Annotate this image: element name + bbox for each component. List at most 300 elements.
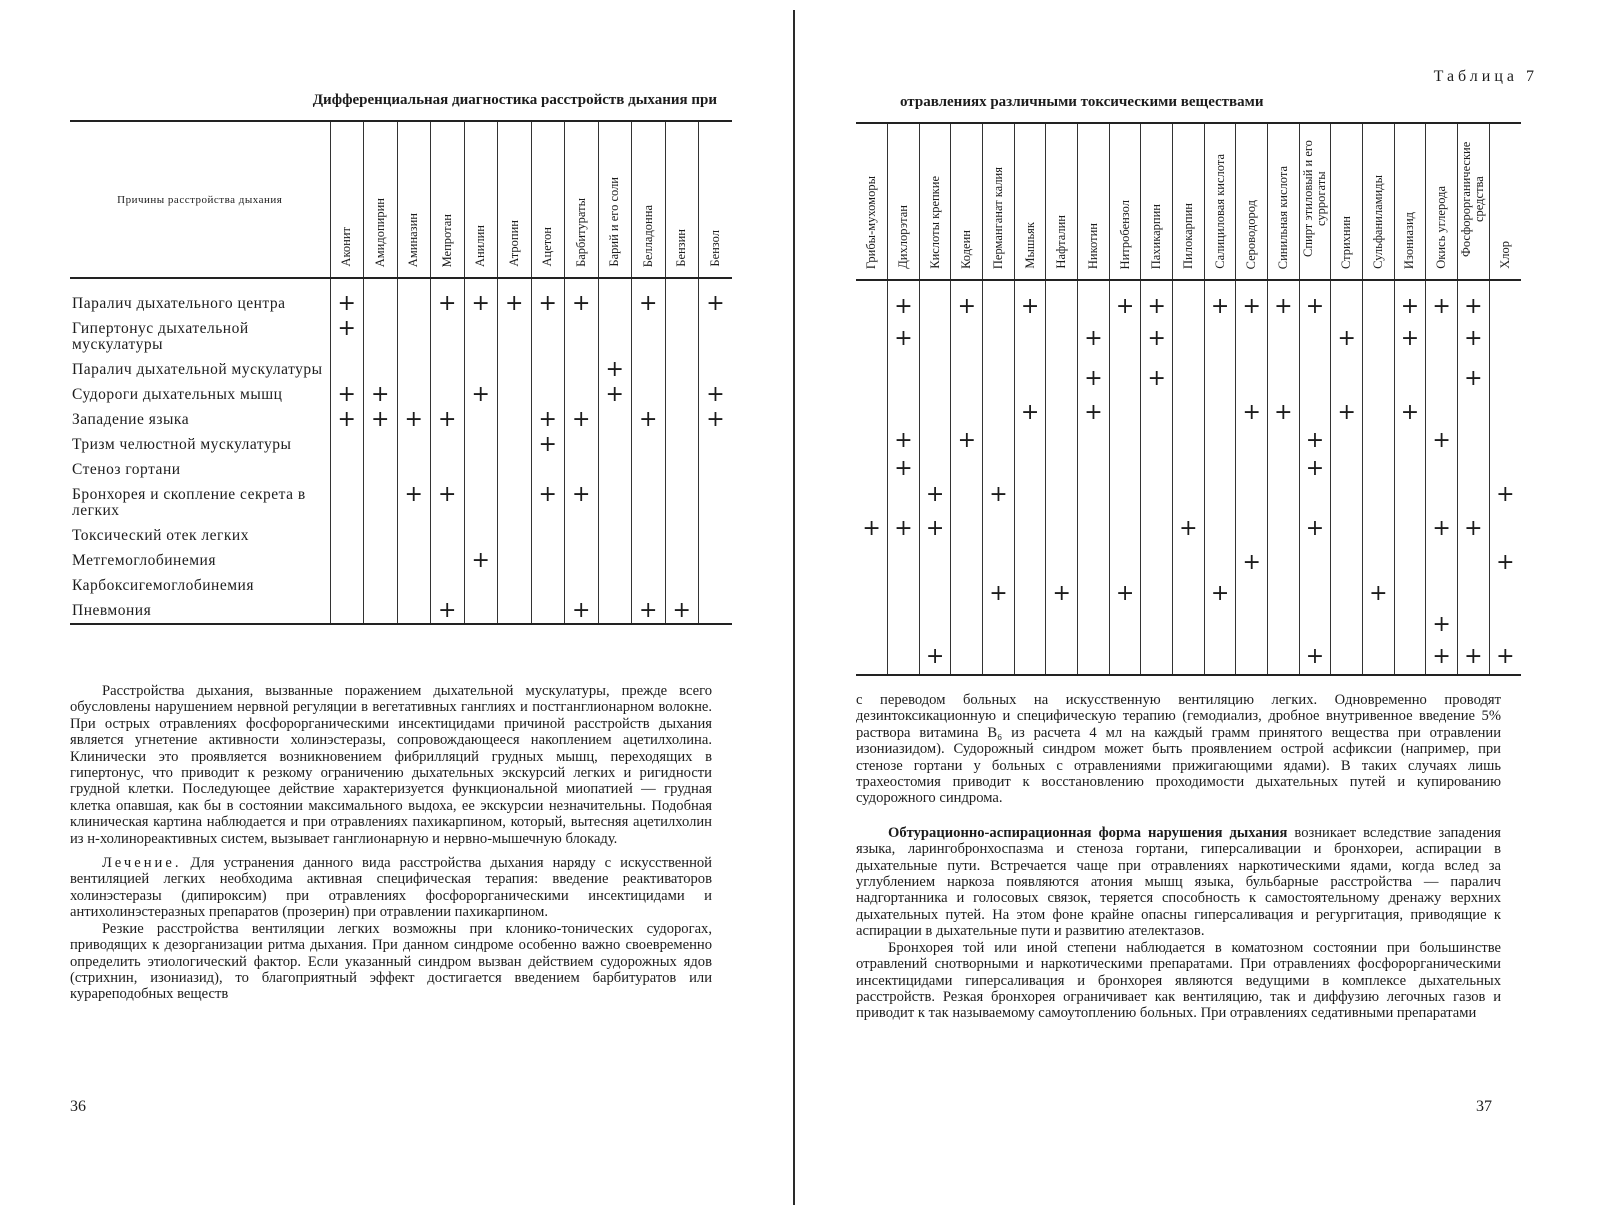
empty-cell <box>565 357 599 382</box>
empty-cell <box>699 523 733 548</box>
plus-mark: + <box>919 481 951 507</box>
empty-cell <box>856 549 888 575</box>
empty-cell <box>919 319 951 357</box>
empty-cell <box>919 357 951 399</box>
empty-cell <box>1268 611 1300 637</box>
empty-cell <box>1331 455 1363 481</box>
empty-cell <box>1078 637 1110 675</box>
empty-cell <box>565 573 599 598</box>
table-row <box>856 611 1521 637</box>
empty-cell <box>498 432 532 457</box>
empty-cell <box>856 399 888 425</box>
plus-mark: + <box>1299 637 1331 675</box>
empty-cell <box>1236 425 1268 455</box>
empty-cell <box>951 575 983 611</box>
empty-cell <box>1363 611 1395 637</box>
empty-cell <box>431 457 465 482</box>
empty-cell <box>397 357 431 382</box>
empty-cell <box>330 598 364 624</box>
empty-cell <box>665 573 699 598</box>
empty-cell <box>1014 455 1046 481</box>
substance-column-header <box>1109 123 1141 280</box>
empty-cell <box>1236 507 1268 549</box>
table-row <box>70 432 732 457</box>
plus-mark: + <box>1236 399 1268 425</box>
empty-cell <box>856 637 888 675</box>
empty-cell <box>1078 575 1110 611</box>
cause-label: Пневмония <box>70 598 330 624</box>
plus-mark: + <box>632 291 666 316</box>
empty-cell <box>632 482 666 523</box>
substance-column-header <box>1394 123 1426 280</box>
empty-cell <box>1363 319 1395 357</box>
empty-cell <box>699 482 733 523</box>
empty-cell <box>856 455 888 481</box>
table-row <box>70 523 732 548</box>
table-row <box>70 457 732 482</box>
substance-column-header <box>498 121 532 278</box>
empty-cell <box>1457 549 1489 575</box>
page-number-left: 36 <box>70 1098 86 1115</box>
empty-cell <box>1046 357 1078 399</box>
left-page <box>0 0 790 1220</box>
plus-mark: + <box>1236 293 1268 319</box>
table-row <box>856 425 1521 455</box>
plus-mark: + <box>888 507 920 549</box>
empty-cell <box>498 548 532 573</box>
substance-column-header <box>1331 123 1363 280</box>
empty-cell <box>951 319 983 357</box>
empty-cell <box>983 425 1015 455</box>
substance-name: Фосфорорганические средства <box>1459 141 1487 257</box>
empty-cell <box>1109 455 1141 481</box>
empty-cell <box>1236 357 1268 399</box>
empty-cell <box>1457 399 1489 425</box>
plus-mark: + <box>1078 319 1110 357</box>
empty-cell <box>1489 507 1521 549</box>
substance-name: Анилин <box>473 224 488 267</box>
diagnosis-table-left <box>70 120 732 625</box>
plus-mark: + <box>531 432 565 457</box>
empty-cell <box>1363 399 1395 425</box>
empty-cell <box>1299 575 1331 611</box>
empty-cell <box>1204 611 1236 637</box>
empty-cell <box>856 481 888 507</box>
plus-mark: + <box>1109 293 1141 319</box>
empty-cell <box>1204 549 1236 575</box>
empty-cell <box>598 457 632 482</box>
empty-cell <box>397 598 431 624</box>
plus-mark: + <box>699 407 733 432</box>
empty-cell <box>1331 611 1363 637</box>
empty-cell <box>632 432 666 457</box>
empty-cell <box>1173 319 1205 357</box>
right-body-text <box>856 692 1501 1022</box>
empty-cell <box>1363 637 1395 675</box>
plus-mark: + <box>464 382 498 407</box>
empty-cell <box>498 598 532 624</box>
cause-label: Тризм челюстной мускулатуры <box>72 436 292 453</box>
substance-name: Мышьяк <box>1022 222 1037 269</box>
plus-mark: + <box>951 425 983 455</box>
empty-cell <box>1141 399 1173 425</box>
cause-label: Паралич дыхательной мускулатуры <box>72 361 323 378</box>
empty-cell <box>665 548 699 573</box>
substance-column-header <box>1489 123 1521 280</box>
substance-name: Кодеин <box>959 230 974 269</box>
empty-cell <box>498 357 532 382</box>
plus-mark: + <box>531 482 565 523</box>
empty-cell <box>1204 357 1236 399</box>
cause-label: Гипертонус дыхательной мускулатуры <box>72 320 249 353</box>
plus-mark: + <box>1268 399 1300 425</box>
plus-mark: + <box>1489 481 1521 507</box>
plus-mark: + <box>431 291 465 316</box>
plus-mark: + <box>888 319 920 357</box>
empty-cell <box>1078 425 1110 455</box>
plus-mark: + <box>665 598 699 624</box>
plus-mark: + <box>531 291 565 316</box>
empty-cell <box>431 382 465 407</box>
plus-mark: + <box>330 382 364 407</box>
empty-cell <box>565 457 599 482</box>
empty-cell <box>1457 575 1489 611</box>
empty-cell <box>1173 399 1205 425</box>
empty-cell <box>1236 637 1268 675</box>
empty-cell <box>1268 425 1300 455</box>
empty-cell <box>598 548 632 573</box>
empty-cell <box>1173 637 1205 675</box>
empty-cell <box>665 407 699 432</box>
empty-cell <box>1489 319 1521 357</box>
plus-mark: + <box>983 575 1015 611</box>
table-title-right: отравлениях различными токсическими веществами <box>900 94 1264 110</box>
empty-cell <box>1268 319 1300 357</box>
paragraph: Бронхорея той или иной степени наблюдается в коматозном состоянии при большинстве отравлений снотворными и наркотическими препаратами. При отравлениях фосфорорганическими инсектицидами гиперсаливация и бронхорея являются ведущими в комплексе дыхательных расстройств. Резкая бронхорея ограничивает как вентиляцию, так и диффузию легочных газов и приводит к так называемому самоутоплению больных. При отравлениях седативными препаратами <box>856 939 1501 1022</box>
table-row <box>856 637 1521 675</box>
empty-cell <box>364 357 398 382</box>
plus-mark: + <box>1204 575 1236 611</box>
empty-cell <box>919 293 951 319</box>
plus-mark: + <box>464 548 498 573</box>
empty-cell <box>1299 611 1331 637</box>
empty-cell <box>1426 455 1458 481</box>
empty-cell <box>856 575 888 611</box>
substance-name: Барий и его соли <box>607 177 622 267</box>
plus-mark: + <box>397 482 431 523</box>
empty-cell <box>1014 425 1046 455</box>
empty-cell <box>983 507 1015 549</box>
empty-cell <box>330 523 364 548</box>
empty-cell <box>1268 455 1300 481</box>
plus-mark: + <box>330 316 364 357</box>
empty-cell <box>1331 481 1363 507</box>
empty-cell <box>1489 611 1521 637</box>
right-page <box>800 0 1600 1220</box>
plus-mark: + <box>888 293 920 319</box>
empty-cell <box>665 432 699 457</box>
empty-cell <box>1426 575 1458 611</box>
page-number-right: 37 <box>1476 1098 1492 1115</box>
substance-name: Перманганат калия <box>990 166 1005 269</box>
empty-cell <box>951 549 983 575</box>
empty-cell <box>1268 357 1300 399</box>
substance-name: Нафталин <box>1054 215 1069 269</box>
empty-cell <box>1204 507 1236 549</box>
empty-cell <box>364 432 398 457</box>
empty-cell <box>498 382 532 407</box>
empty-cell <box>1426 399 1458 425</box>
empty-cell <box>1331 637 1363 675</box>
plus-mark: + <box>498 291 532 316</box>
cause-label: Паралич дыхательного центра <box>72 295 286 312</box>
empty-cell <box>565 432 599 457</box>
empty-cell <box>1078 507 1110 549</box>
plus-mark: + <box>565 482 599 523</box>
plus-mark: + <box>431 482 465 523</box>
empty-cell <box>1014 611 1046 637</box>
empty-cell <box>498 482 532 523</box>
plus-mark: + <box>1426 507 1458 549</box>
empty-cell <box>598 598 632 624</box>
empty-cell <box>632 357 666 382</box>
empty-cell <box>1394 575 1426 611</box>
substance-name: Дихлорэтан <box>895 205 910 269</box>
empty-cell <box>1331 357 1363 399</box>
empty-cell <box>498 407 532 432</box>
cause-label: Бронхорея и скопление секрета в легких <box>72 486 306 519</box>
empty-cell <box>665 482 699 523</box>
substance-name: Хлор <box>1497 241 1512 269</box>
plus-mark: + <box>632 598 666 624</box>
empty-cell <box>699 316 733 357</box>
empty-cell <box>1141 481 1173 507</box>
empty-cell <box>1394 455 1426 481</box>
empty-cell <box>1046 507 1078 549</box>
plus-mark: + <box>565 291 599 316</box>
plus-mark: + <box>1457 293 1489 319</box>
empty-cell <box>1109 549 1141 575</box>
empty-cell <box>531 548 565 573</box>
plus-mark: + <box>1299 507 1331 549</box>
empty-cell <box>1489 357 1521 399</box>
paragraph: Лечение. Для устранения данного вида расстройства дыхания наряду с искусственной вентиляцией легких необходима активная специфическая терапия: введение реактиваторов холинэстеразы (дипироксим) при отравлениях фосфорорганическими инсектицидами и антихолинэстеразных препаратов (прозерин) при отравлении пахикарпином. <box>70 855 712 921</box>
plus-mark: + <box>464 291 498 316</box>
empty-cell <box>330 457 364 482</box>
substance-name: Бензин <box>674 229 689 267</box>
empty-cell <box>364 291 398 316</box>
table-row <box>856 455 1521 481</box>
empty-cell <box>1204 481 1236 507</box>
empty-cell <box>1046 549 1078 575</box>
empty-cell <box>1489 455 1521 481</box>
plus-mark: + <box>1426 425 1458 455</box>
empty-cell <box>598 407 632 432</box>
empty-cell <box>1204 637 1236 675</box>
empty-cell <box>1457 455 1489 481</box>
empty-cell <box>1173 611 1205 637</box>
empty-cell <box>1299 319 1331 357</box>
empty-cell <box>464 407 498 432</box>
empty-cell <box>598 291 632 316</box>
empty-cell <box>464 523 498 548</box>
paragraph: Обтурационно-аспирационная форма нарушения дыхания возникает вследствие западения языка, ларингобронхоспазма и стеноза гортани, гиперсаливации и бронхореи, аспирации в дыхательные пути. Встречается чаще при отравлениях наркотическими ядами, когда вслед за углублением наркоза появляются атония мышц языка, бульбарные расстройства — паралич надгортанника и голосовых связок, теряется способность к самостоятельному дренажу верхних дыхательных путей. На этом фоне крайне опасны гиперсаливация и регургитация, приводящие к аспирации в дыхательные пути и развитию ателектазов. <box>856 824 1501 940</box>
plus-mark: + <box>1489 549 1521 575</box>
substance-column-header <box>951 123 983 280</box>
empty-cell <box>1014 319 1046 357</box>
empty-cell <box>699 432 733 457</box>
empty-cell <box>1141 507 1173 549</box>
empty-cell <box>1299 549 1331 575</box>
substance-column-header <box>1014 123 1046 280</box>
cause-label: Карбоксигемоглобинемия <box>72 577 254 594</box>
empty-cell <box>1268 481 1300 507</box>
empty-cell <box>1394 611 1426 637</box>
plus-mark: + <box>951 293 983 319</box>
empty-cell <box>364 457 398 482</box>
empty-cell <box>531 457 565 482</box>
empty-cell <box>330 573 364 598</box>
plus-mark: + <box>1394 293 1426 319</box>
cause-label: Стеноз гортани <box>72 461 181 478</box>
substance-name: Белладонна <box>640 204 655 267</box>
empty-cell <box>1363 549 1395 575</box>
empty-cell <box>1204 399 1236 425</box>
plus-mark: + <box>1204 293 1236 319</box>
plus-mark: + <box>1457 507 1489 549</box>
empty-cell <box>1457 481 1489 507</box>
substance-column-header <box>1204 123 1236 280</box>
table-row <box>70 482 732 523</box>
empty-cell <box>431 357 465 382</box>
empty-cell <box>1014 507 1046 549</box>
empty-cell <box>1236 455 1268 481</box>
table-row <box>856 357 1521 399</box>
empty-cell <box>531 316 565 357</box>
empty-cell <box>1109 425 1141 455</box>
empty-cell <box>364 316 398 357</box>
empty-cell <box>919 425 951 455</box>
empty-cell <box>330 432 364 457</box>
substance-column-header <box>1046 123 1078 280</box>
cause-column-header: Причины расстройства дыхания <box>70 121 330 278</box>
empty-cell <box>951 455 983 481</box>
empty-cell <box>1394 637 1426 675</box>
empty-cell <box>1331 425 1363 455</box>
empty-cell <box>431 573 465 598</box>
empty-cell <box>364 573 398 598</box>
empty-cell <box>565 523 599 548</box>
empty-cell <box>598 482 632 523</box>
empty-cell <box>888 357 920 399</box>
empty-cell <box>1078 455 1110 481</box>
substance-column-header <box>364 121 398 278</box>
plus-mark: + <box>699 291 733 316</box>
substance-column-header <box>565 121 599 278</box>
empty-cell <box>1046 319 1078 357</box>
empty-cell <box>531 382 565 407</box>
substance-column-header <box>1078 123 1110 280</box>
empty-cell <box>1331 293 1363 319</box>
plus-mark: + <box>1331 399 1363 425</box>
empty-cell <box>1394 549 1426 575</box>
plus-mark: + <box>364 382 398 407</box>
table-row <box>70 548 732 573</box>
substance-column-header <box>431 121 465 278</box>
empty-cell <box>951 481 983 507</box>
substance-column-header <box>1236 123 1268 280</box>
plus-mark: + <box>888 455 920 481</box>
substance-name: Амидопирин <box>372 197 387 267</box>
plus-mark: + <box>1141 357 1173 399</box>
substance-column-header <box>330 121 364 278</box>
empty-cell <box>919 575 951 611</box>
empty-cell <box>498 457 532 482</box>
paragraph: Резкие расстройства вентиляции легких возможны при клонико-тонических судорогах, приводящих к дезорганизации ритма дыхания. При данном синдроме особенно важно своевременно определить этиологический фактор. Если указанный синдром вызван действием судорожных ядов (стрихнин, изониазид), то благоприятный эффект достигается введением барбитуратов или курареподобных веществ <box>70 920 712 1003</box>
empty-cell <box>330 548 364 573</box>
table-row <box>856 507 1521 549</box>
plus-mark: + <box>1457 357 1489 399</box>
plus-mark: + <box>431 598 465 624</box>
substance-column-header <box>598 121 632 278</box>
empty-cell <box>397 382 431 407</box>
empty-cell <box>1046 637 1078 675</box>
plus-mark: + <box>1394 399 1426 425</box>
empty-cell <box>397 548 431 573</box>
empty-cell <box>665 457 699 482</box>
empty-cell <box>888 549 920 575</box>
table-title-left: Дифференциальная диагностика расстройств дыхания при <box>312 92 717 108</box>
plus-mark: + <box>1014 399 1046 425</box>
empty-cell <box>1046 455 1078 481</box>
empty-cell <box>665 316 699 357</box>
empty-cell <box>431 316 465 357</box>
plus-mark: + <box>1014 293 1046 319</box>
empty-cell <box>598 573 632 598</box>
empty-cell <box>1014 357 1046 399</box>
empty-cell <box>983 319 1015 357</box>
plus-mark: + <box>699 382 733 407</box>
empty-cell <box>888 399 920 425</box>
empty-cell <box>1141 425 1173 455</box>
empty-cell <box>919 611 951 637</box>
empty-cell <box>464 457 498 482</box>
plus-mark: + <box>1426 611 1458 637</box>
empty-cell <box>1173 549 1205 575</box>
substance-column-header <box>1426 123 1458 280</box>
substance-name: Стрихнин <box>1339 215 1354 269</box>
empty-cell <box>856 611 888 637</box>
plus-mark: + <box>1141 319 1173 357</box>
empty-cell <box>699 457 733 482</box>
plus-mark: + <box>397 407 431 432</box>
empty-cell <box>1299 399 1331 425</box>
substance-name: Пилокарпин <box>1180 203 1195 269</box>
plus-mark: + <box>1173 507 1205 549</box>
empty-cell <box>888 481 920 507</box>
empty-cell <box>983 611 1015 637</box>
empty-cell <box>1141 455 1173 481</box>
empty-cell <box>632 573 666 598</box>
empty-cell <box>397 523 431 548</box>
empty-cell <box>1109 399 1141 425</box>
empty-cell <box>330 482 364 523</box>
empty-cell <box>1363 293 1395 319</box>
empty-cell <box>983 357 1015 399</box>
empty-cell <box>598 432 632 457</box>
substance-name: Кислоты крепкие <box>927 176 942 269</box>
empty-cell <box>856 425 888 455</box>
